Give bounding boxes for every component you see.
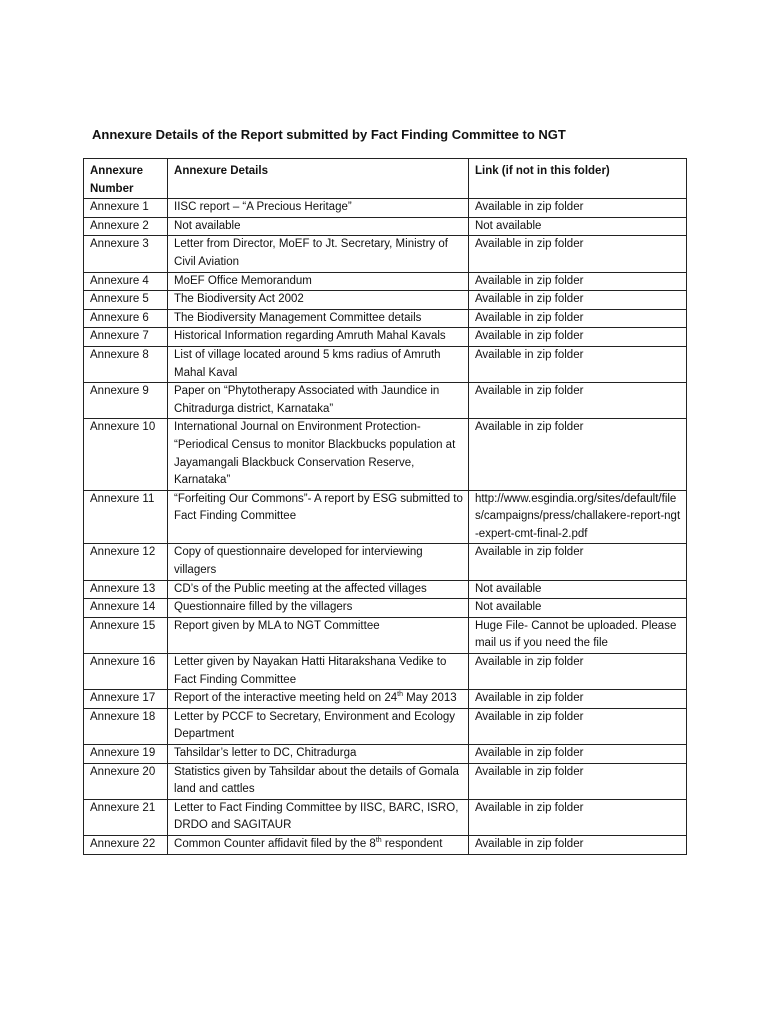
annexure-details-cell: Questionnaire filled by the villagers — [168, 599, 469, 618]
annexure-details-cell: International Journal on Environment Protection- “Periodical Census to monitor Blackbucks population at Jayamangali Blackbuck Conservation Reserve, Karnataka” — [168, 419, 469, 490]
link-cell: Available in zip folder — [468, 745, 686, 764]
annexure-details-cell: Report given by MLA to NGT Committee — [168, 617, 469, 653]
ordinal-suffix: th — [397, 691, 403, 699]
link-cell: Available in zip folder — [468, 346, 686, 382]
link-cell: Available in zip folder — [468, 690, 686, 709]
annexure-details-cell: Letter by PCCF to Secretary, Environment and Ecology Department — [168, 708, 469, 744]
annexure-details-cell: Letter from Director, MoEF to Jt. Secretary, Ministry of Civil Aviation — [168, 236, 469, 272]
annexure-number-cell: Annexure 20 — [84, 763, 168, 799]
document-title: Annexure Details of the Report submitted by Fact Finding Committee to NGT — [92, 127, 566, 142]
table-row — [84, 309, 687, 328]
table-row — [84, 544, 687, 580]
annexure-number-cell: Annexure 10 — [84, 419, 168, 490]
link-cell: Not available — [468, 580, 686, 599]
link-cell: Available in zip folder — [468, 199, 686, 218]
annexure-number-cell: Annexure 1 — [84, 199, 168, 218]
annexure-number-cell: Annexure 12 — [84, 544, 168, 580]
header-annexure-details: Annexure Details — [168, 159, 469, 199]
annexure-details-cell: CD’s of the Public meeting at the affected villages — [168, 580, 469, 599]
annexure-details-cell: Letter given by Nayakan Hatti Hitarakshana Vedike to Fact Finding Committee — [168, 654, 469, 690]
table-row — [84, 835, 687, 854]
details-text-continued: May 2013 — [402, 692, 457, 705]
link-cell: Available in zip folder — [468, 835, 686, 854]
table-row — [84, 745, 687, 764]
annexure-number-cell: Annexure 4 — [84, 272, 168, 291]
annexure-details-cell: Tahsildar’s letter to DC, Chitradurga — [168, 745, 469, 764]
link-url[interactable]: http://www.esgindia.org/sites/default/files/campaigns/press/challakere-report-ngt-expert-cmt-final-2.pdf — [468, 490, 686, 544]
link-cell: Available in zip folder — [468, 291, 686, 310]
annexure-number-cell: Annexure 16 — [84, 654, 168, 690]
annexure-number-cell: Annexure 19 — [84, 745, 168, 764]
link-cell: Available in zip folder — [468, 272, 686, 291]
table-row — [84, 763, 687, 799]
annexure-details-cell: MoEF Office Memorandum — [168, 272, 469, 291]
annexure-number-cell: Annexure 11 — [84, 490, 168, 544]
annexure-number-cell: Annexure 7 — [84, 328, 168, 347]
link-cell: Available in zip folder — [468, 544, 686, 580]
link-cell: Available in zip folder — [468, 708, 686, 744]
table-row — [84, 199, 687, 218]
annexure-details-cell: IISC report – “A Precious Heritage” — [168, 199, 469, 218]
table-row — [84, 708, 687, 744]
annexure-details-cell: Statistics given by Tahsildar about the details of Gomala land and cattles — [168, 763, 469, 799]
ordinal-suffix: th — [375, 836, 382, 844]
annexure-number-cell: Annexure 18 — [84, 708, 168, 744]
annexure-number-cell: Annexure 17 — [84, 690, 168, 709]
table-header-row — [84, 159, 687, 199]
annexure-number-cell: Annexure 2 — [84, 217, 168, 236]
link-cell: Available in zip folder — [468, 309, 686, 328]
link-cell: Available in zip folder — [468, 236, 686, 272]
link-cell: Available in zip folder — [468, 328, 686, 347]
link-cell: Available in zip folder — [468, 383, 686, 419]
details-text: Report of the interactive meeting held on 24 — [174, 692, 398, 705]
link-cell: Huge File- Cannot be uploaded. Please mail us if you need the file — [468, 617, 686, 653]
link-cell: Available in zip folder — [468, 419, 686, 490]
link-cell: Available in zip folder — [468, 654, 686, 690]
details-text: Common Counter affidavit filed by the 8 — [174, 837, 376, 850]
annexure-details-cell: Copy of questionnaire developed for interviewing villagers — [168, 544, 469, 580]
header-annexure-number: Annexure Number — [84, 159, 168, 199]
table-row — [84, 272, 687, 291]
table-row — [84, 580, 687, 599]
table-row — [84, 599, 687, 618]
annexure-table — [83, 158, 687, 855]
table-row — [84, 346, 687, 382]
table-row — [84, 654, 687, 690]
table-row — [84, 690, 687, 709]
annexure-number-cell: Annexure 8 — [84, 346, 168, 382]
annexure-number-cell: Annexure 6 — [84, 309, 168, 328]
annexure-details-cell — [168, 690, 469, 709]
annexure-details-cell: Historical Information regarding Amruth Mahal Kavals — [168, 328, 469, 347]
annexure-number-cell: Annexure 15 — [84, 617, 168, 653]
table-row — [84, 328, 687, 347]
table-row — [84, 291, 687, 310]
annexure-number-cell: Annexure 13 — [84, 580, 168, 599]
table-row — [84, 217, 687, 236]
link-cell: Not available — [468, 599, 686, 618]
table-row — [84, 236, 687, 272]
table-row — [84, 490, 687, 544]
link-cell: Available in zip folder — [468, 799, 686, 835]
annexure-details-cell: List of village located around 5 kms radius of Amruth Mahal Kaval — [168, 346, 469, 382]
annexure-details-cell: Not available — [168, 217, 469, 236]
table-row — [84, 419, 687, 490]
annexure-number-cell: Annexure 9 — [84, 383, 168, 419]
link-cell: Not available — [468, 217, 686, 236]
annexure-number-cell: Annexure 21 — [84, 799, 168, 835]
annexure-details-cell — [168, 835, 469, 854]
annexure-details-cell: “Forfeiting Our Commons”- A report by ESG submitted to Fact Finding Committee — [168, 490, 469, 544]
annexure-details-cell: The Biodiversity Act 2002 — [168, 291, 469, 310]
annexure-details-cell: The Biodiversity Management Committee details — [168, 309, 469, 328]
details-text-continued: respondent — [381, 837, 443, 850]
annexure-number-cell: Annexure 14 — [84, 599, 168, 618]
annexure-number-cell: Annexure 3 — [84, 236, 168, 272]
link-cell: Available in zip folder — [468, 763, 686, 799]
header-link: Link (if not in this folder) — [468, 159, 686, 199]
annexure-details-cell: Paper on “Phytotherapy Associated with Jaundice in Chitradurga district, Karnataka” — [168, 383, 469, 419]
annexure-details-cell: Letter to Fact Finding Committee by IISC, BARC, ISRO, DRDO and SAGITAUR — [168, 799, 469, 835]
table-row — [84, 617, 687, 653]
table-row — [84, 383, 687, 419]
annexure-number-cell: Annexure 5 — [84, 291, 168, 310]
table-body — [84, 199, 687, 854]
table-row — [84, 799, 687, 835]
annexure-number-cell: Annexure 22 — [84, 835, 168, 854]
